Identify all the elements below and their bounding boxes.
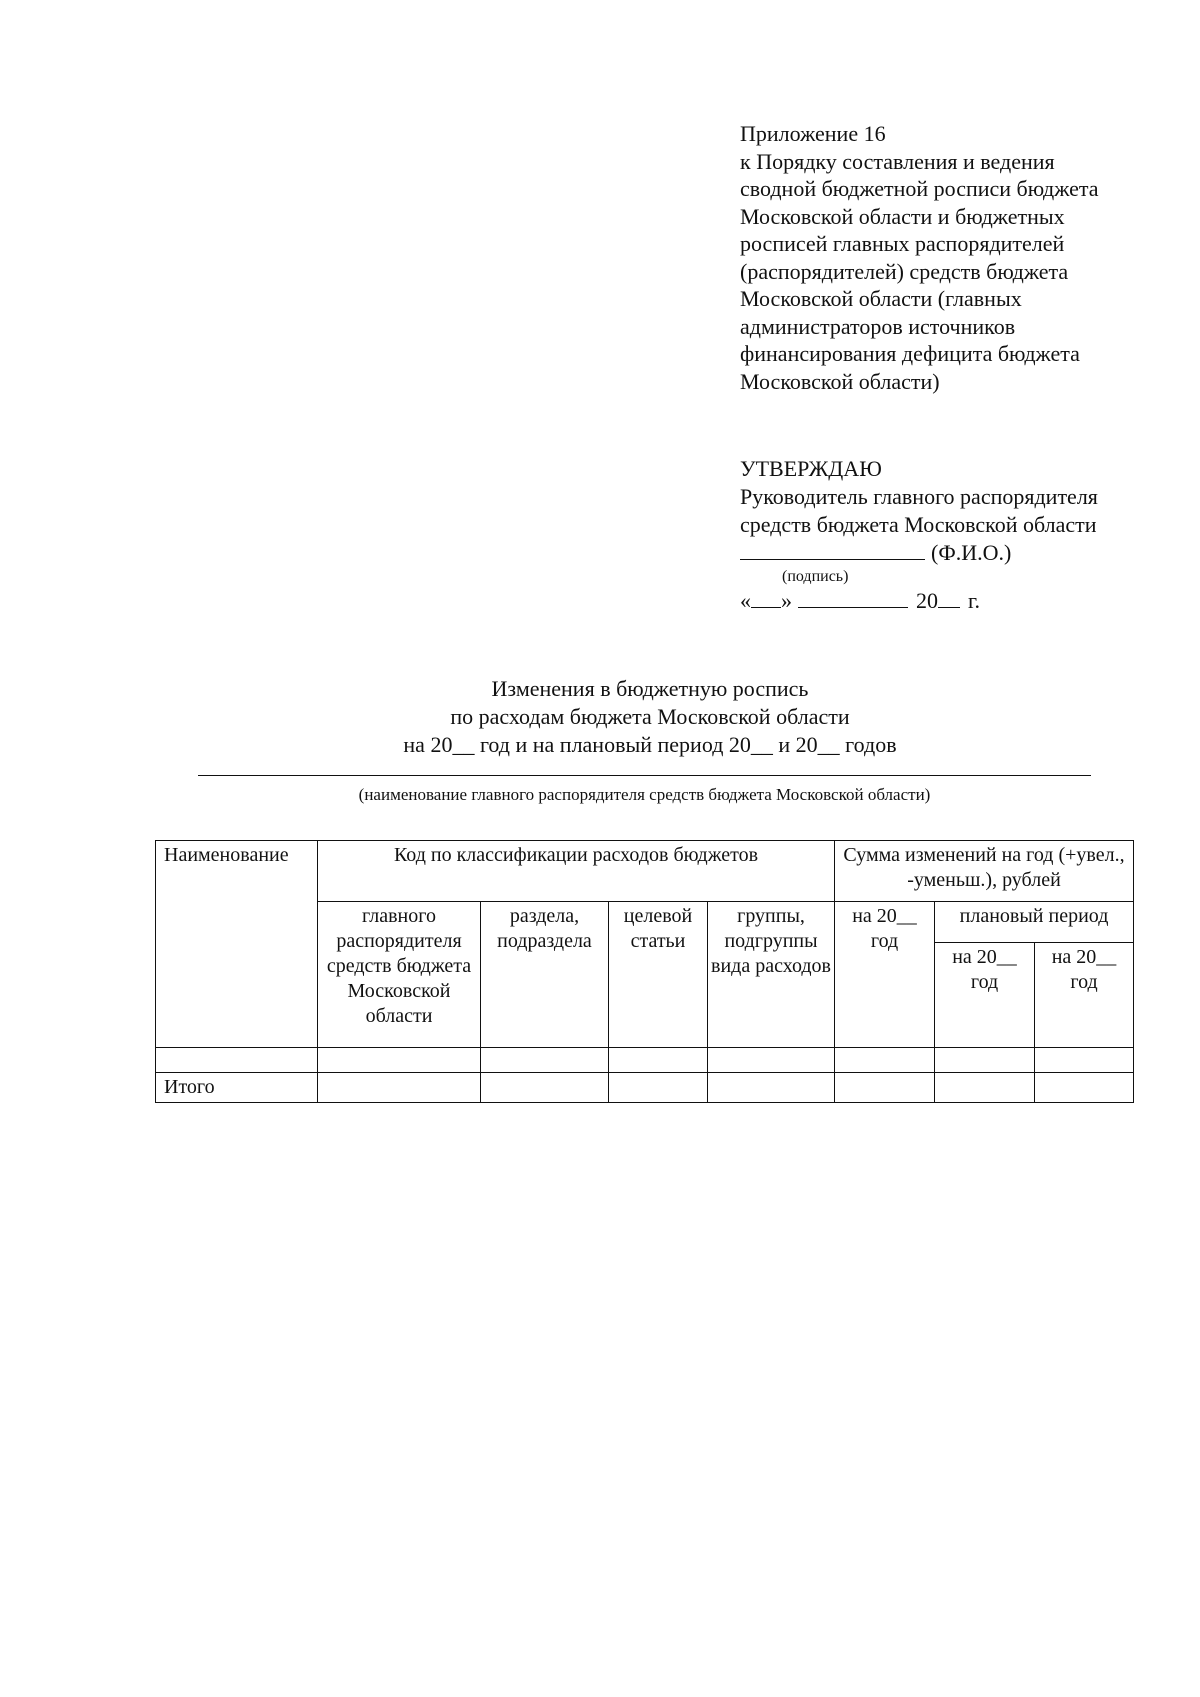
total-row bbox=[156, 1073, 1134, 1103]
signature-line bbox=[740, 539, 925, 560]
title-line: на 20__ год и на плановый период 20__ и 20__ годов bbox=[403, 732, 897, 757]
table-cell bbox=[318, 1073, 481, 1103]
header-code: Код по классификации расходов бюджетов bbox=[318, 841, 835, 902]
appendix-block bbox=[740, 120, 1160, 395]
table-cell bbox=[1035, 1073, 1134, 1103]
header-year: на 20__ год bbox=[835, 902, 935, 1048]
header-target: целевой статьи bbox=[609, 902, 708, 1048]
appendix-line: к Порядку составления и ведения bbox=[740, 148, 1055, 174]
header-section: раздела, подраздела bbox=[481, 902, 609, 1048]
header-main-manager: главного распорядителя средств бюджета Московской области bbox=[318, 902, 481, 1048]
organization-line bbox=[198, 775, 1091, 776]
appendix-line: (распорядителей) средств бюджета bbox=[740, 258, 1069, 284]
header-group: группы, подгруппы вида расходов bbox=[708, 902, 835, 1048]
year-suffix: г. bbox=[968, 588, 981, 613]
budget-table bbox=[155, 840, 1134, 1103]
total-label: Итого bbox=[156, 1073, 318, 1103]
header-name: Наименование bbox=[156, 841, 318, 1048]
appendix-line: росписей главных распорядителей bbox=[740, 231, 1065, 256]
year-prefix: 20 bbox=[916, 588, 938, 613]
year-line bbox=[938, 587, 960, 608]
table-cell bbox=[318, 1048, 481, 1073]
title-line: по расходам бюджета Московской области bbox=[450, 704, 850, 729]
table-cell bbox=[935, 1048, 1035, 1073]
month-line bbox=[798, 587, 908, 608]
day-line bbox=[751, 587, 781, 608]
table-cell bbox=[481, 1048, 609, 1073]
signature-caption: (подпись) bbox=[782, 568, 849, 585]
appendix-line: Московской области) bbox=[740, 368, 940, 394]
header-plan-year-2: на 20__ год bbox=[1035, 943, 1134, 1048]
fio-label: (Ф.И.О.) bbox=[931, 540, 1012, 565]
organization-caption: (наименование главного распорядителя средств бюджета Московской области) bbox=[358, 785, 931, 804]
table-cell bbox=[609, 1073, 708, 1103]
date-open-quote: « bbox=[740, 588, 751, 613]
table-cell bbox=[481, 1073, 609, 1103]
approval-line: Руководитель главного распорядителя bbox=[740, 484, 1098, 509]
date-row bbox=[740, 587, 1170, 615]
table-row bbox=[156, 1048, 1134, 1073]
appendix-line: Московской области (главных bbox=[740, 286, 1022, 311]
table-cell bbox=[609, 1048, 708, 1073]
table-cell bbox=[1035, 1048, 1134, 1073]
approval-line: средств бюджета Московской области bbox=[740, 512, 1097, 537]
title-line: Изменения в бюджетную роспись bbox=[491, 676, 809, 701]
appendix-line: Московской области и бюджетных bbox=[740, 203, 1065, 229]
table-cell bbox=[708, 1048, 835, 1073]
table-cell bbox=[835, 1048, 935, 1073]
signature-row bbox=[740, 539, 1170, 567]
document-title bbox=[280, 675, 1020, 759]
header-sum: Сумма изменений на год (+увел., -уменьш.), рублей bbox=[835, 841, 1134, 902]
approval-block bbox=[740, 455, 1170, 615]
table-cell bbox=[835, 1073, 935, 1103]
appendix-line: администраторов источников bbox=[740, 313, 1016, 339]
table-cell bbox=[935, 1073, 1035, 1103]
header-plan-year-1: на 20__ год bbox=[935, 943, 1035, 1048]
header-row bbox=[156, 841, 1134, 902]
appendix-line: сводной бюджетной росписи бюджета bbox=[740, 176, 1099, 201]
table-cell bbox=[708, 1073, 835, 1103]
appendix-line: Приложение 16 bbox=[740, 121, 886, 146]
appendix-line: финансирования дефицита бюджета bbox=[740, 341, 1080, 366]
date-close-quote: » bbox=[781, 588, 792, 613]
table-cell bbox=[156, 1048, 318, 1073]
approval-heading: УТВЕРЖДАЮ bbox=[740, 456, 882, 481]
header-plan-period: плановый период bbox=[935, 902, 1134, 943]
